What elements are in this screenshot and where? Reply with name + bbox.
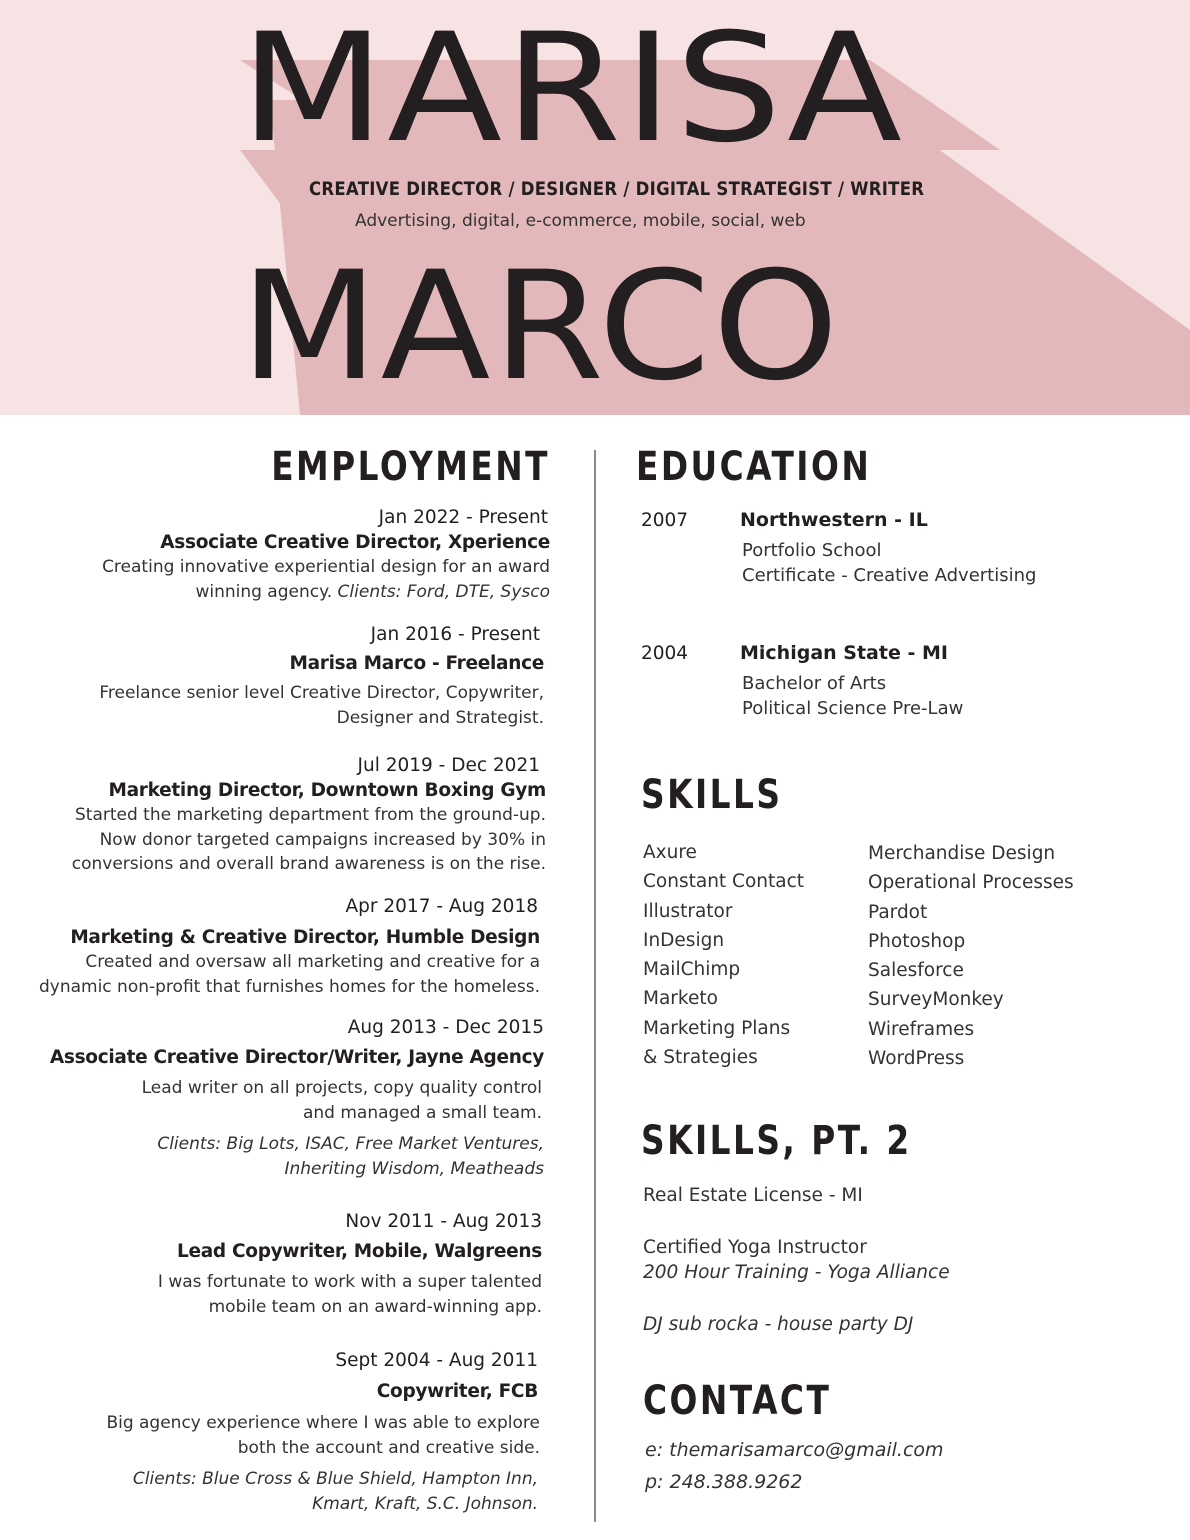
education-detail-line: Bachelor of Arts bbox=[742, 673, 887, 694]
contact-phone[interactable]: p: 248.388.9262 bbox=[645, 1471, 803, 1493]
skill-item: SurveyMonkey bbox=[868, 989, 1004, 1011]
job-entry bbox=[0, 1349, 550, 1516]
last-name: MARCO bbox=[240, 240, 841, 414]
skill-yoga-detail: 200 Hour Training - Yoga Alliance bbox=[643, 1262, 950, 1283]
job-role: Associate Creative Director/Writer, Jayne Agency bbox=[49, 1047, 544, 1068]
job-dates: Nov 2011 - Aug 2013 bbox=[345, 1211, 542, 1232]
education-details bbox=[742, 671, 963, 721]
job-description-line: Creating innovative experiential design for an award bbox=[102, 557, 550, 577]
education-detail-line: Political Science Pre-Law bbox=[742, 698, 964, 719]
job-description bbox=[0, 555, 550, 604]
job-description-line: Now donor targeted campaigns increased by 30% in bbox=[99, 829, 546, 850]
skill-item: Illustrator bbox=[643, 900, 733, 922]
skill-yoga bbox=[643, 1235, 950, 1285]
skill-item: InDesign bbox=[643, 929, 725, 951]
skill-item: & Strategies bbox=[643, 1047, 758, 1069]
skills-heading: SKILLS bbox=[641, 772, 783, 818]
job-description-line: Designer and Strategist. bbox=[336, 707, 544, 728]
job-description bbox=[0, 1270, 550, 1319]
job-role: Marketing Director, Downtown Boxing Gym bbox=[108, 780, 546, 801]
skill-item: Operational Processes bbox=[868, 872, 1074, 894]
job-clients-line: Kmart, Kraft, S.C. Johnson. bbox=[312, 1493, 538, 1514]
employment-heading: EMPLOYMENT bbox=[271, 444, 550, 490]
job-clients-line: Clients: Blue Cross & Blue Shield, Hampton Inn, bbox=[132, 1469, 538, 1489]
job-description-line: Created and oversaw all marketing and creative for a bbox=[85, 952, 540, 972]
education-heading: EDUCATION bbox=[636, 444, 872, 490]
contact-email[interactable]: e: themarisamarco@gmail.com bbox=[645, 1439, 944, 1461]
subtagline: Advertising, digital, e-commerce, mobile, social, web bbox=[355, 211, 806, 231]
job-dates: Jan 2016 - Present bbox=[370, 624, 540, 645]
job-entry bbox=[0, 1016, 550, 1181]
job-description-line: I was fortunate to work with a super talented bbox=[157, 1272, 542, 1292]
job-description-line: mobile team on an award-winning app. bbox=[208, 1296, 542, 1317]
skill-item: MailChimp bbox=[643, 959, 741, 981]
job-entry bbox=[0, 506, 550, 604]
skill-item: Axure bbox=[643, 842, 697, 863]
skill-dj bbox=[643, 1312, 913, 1337]
job-description-text: winning agency. bbox=[195, 581, 338, 602]
job-role: Copywriter, FCB bbox=[376, 1381, 538, 1402]
job-description-line: dynamic non-profit that furnishes homes for the homeless. bbox=[38, 976, 540, 997]
skill-item: Marketing Plans bbox=[643, 1017, 791, 1039]
job-description-line: both the account and creative side. bbox=[237, 1437, 540, 1458]
job-clients-line: Inheriting Wisdom, Meatheads bbox=[284, 1158, 544, 1179]
skills-list-left bbox=[643, 838, 804, 1072]
skill-item: Marketo bbox=[643, 988, 718, 1010]
job-role: Marisa Marco - Freelance bbox=[289, 653, 544, 674]
education-year: 2007 bbox=[641, 510, 689, 531]
skill-item: Wireframes bbox=[868, 1018, 975, 1040]
education-detail-line: Certificate - Creative Advertising bbox=[742, 565, 1037, 586]
education-school: Michigan State - MI bbox=[740, 642, 948, 664]
job-description bbox=[0, 681, 550, 730]
job-description-line: Freelance senior level Creative Director, Copywriter, bbox=[99, 683, 544, 703]
skills-list-right bbox=[868, 839, 1074, 1073]
skills-pt2-heading: SKILLS, PT. 2 bbox=[641, 1118, 912, 1164]
job-description bbox=[0, 1411, 550, 1460]
job-role: Associate Creative Director, Xperience bbox=[160, 532, 550, 553]
skill-yoga-title: Certified Yoga Instructor bbox=[643, 1237, 867, 1258]
job-description bbox=[0, 1076, 550, 1125]
first-name: MARISA bbox=[240, 2, 905, 176]
skill-item: Photoshop bbox=[868, 930, 966, 952]
skill-item: Pardot bbox=[868, 901, 928, 923]
skill-item: Salesforce bbox=[868, 960, 964, 982]
job-clients-line: Clients: Big Lots, ISAC, Free Market Ventures, bbox=[157, 1134, 544, 1154]
job-dates: Jan 2022 - Present bbox=[378, 507, 548, 528]
contact-heading: CONTACT bbox=[643, 1378, 832, 1424]
header-banner bbox=[0, 0, 1190, 415]
column-divider bbox=[594, 450, 596, 1522]
job-description-line: Big agency experience where I was able to explore bbox=[106, 1413, 540, 1433]
skill-dj-text: DJ sub rocka - house party DJ bbox=[643, 1314, 914, 1335]
job-description-line: and managed a small team. bbox=[302, 1102, 542, 1123]
education-details bbox=[742, 538, 1036, 588]
job-description-line: conversions and overall brand awareness is on the rise. bbox=[71, 854, 546, 874]
skill-item: Constant Contact bbox=[643, 871, 805, 893]
job-clients bbox=[0, 1467, 550, 1516]
job-dates: Jul 2019 - Dec 2021 bbox=[357, 755, 540, 776]
job-entry bbox=[0, 754, 550, 877]
job-description bbox=[0, 803, 550, 877]
education-year: 2004 bbox=[641, 643, 689, 664]
job-clients: Clients: Ford, DTE, Sysco bbox=[337, 581, 550, 602]
job-dates: Aug 2013 - Dec 2015 bbox=[347, 1017, 544, 1038]
job-description-line: Started the marketing department from the ground-up. bbox=[74, 805, 546, 825]
skill-item: WordPress bbox=[868, 1048, 965, 1070]
job-role: Marketing & Creative Director, Humble Design bbox=[70, 927, 540, 948]
education-school: Northwestern - IL bbox=[740, 509, 928, 531]
job-entry bbox=[0, 895, 550, 999]
job-dates: Apr 2017 - Aug 2018 bbox=[345, 896, 538, 917]
job-description-line: Lead writer on all projects, copy quality control bbox=[141, 1078, 542, 1098]
skill-real-estate: Real Estate License - MI bbox=[643, 1185, 863, 1206]
job-entry bbox=[0, 1210, 550, 1319]
job-dates: Sept 2004 - Aug 2011 bbox=[335, 1350, 538, 1371]
job-clients bbox=[0, 1132, 550, 1181]
education-detail-line: Portfolio School bbox=[742, 540, 882, 561]
job-role: Lead Copywriter, Mobile, Walgreens bbox=[177, 1241, 542, 1262]
tagline: CREATIVE DIRECTOR / DESIGNER / DIGITAL STRATEGIST / WRITER bbox=[309, 178, 925, 200]
job-description bbox=[0, 950, 550, 999]
job-description-line bbox=[0, 580, 550, 605]
job-entry bbox=[0, 623, 550, 730]
skill-item: Merchandise Design bbox=[868, 843, 1056, 864]
